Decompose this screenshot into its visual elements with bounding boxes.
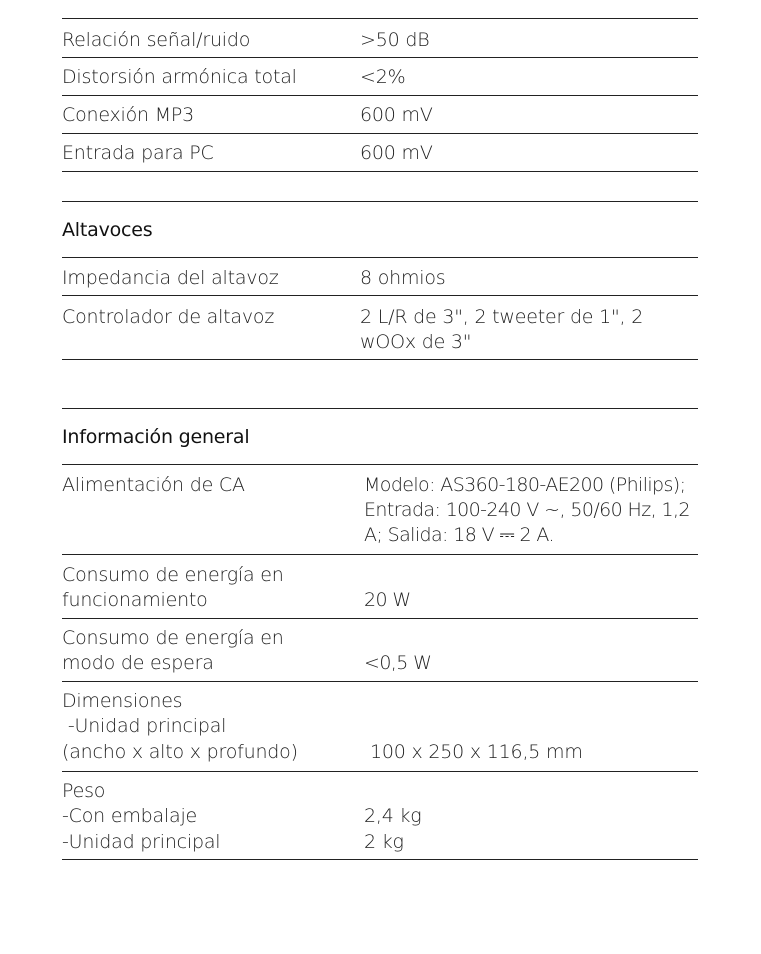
spec-value: <2% — [360, 66, 406, 88]
spec-label: Distorsión armónica total — [62, 66, 297, 88]
table-rule — [62, 771, 698, 772]
spec-label-line: Consumo de energía en — [62, 627, 284, 649]
table-rule — [62, 133, 698, 134]
spec-label-line: -Unidad principal — [62, 715, 227, 737]
spec-label-line: (ancho x alto x profundo) — [62, 741, 298, 763]
spec-label-line: -Con embalaje — [62, 805, 198, 827]
spec-value: <0,5 W — [364, 652, 432, 674]
spec-label-line: Peso — [62, 780, 106, 802]
spec-value-line: 2 kg — [364, 831, 404, 853]
table-rule — [62, 295, 698, 296]
spec-label: Impedancia del altavoz — [62, 267, 279, 289]
section-title-general: Información general — [62, 426, 250, 448]
spec-value: 8 ohmios — [360, 267, 446, 289]
table-rule — [62, 554, 698, 555]
section-rule — [62, 201, 698, 202]
spec-label-line: modo de espera — [62, 652, 214, 674]
spec-label: Conexión MP3 — [62, 104, 195, 126]
table-rule — [62, 359, 698, 360]
table-rule — [62, 95, 698, 96]
table-rule — [62, 57, 698, 58]
spec-label-line: Consumo de energía en — [62, 564, 284, 586]
section-rule — [62, 408, 698, 409]
spec-value: 600 mV — [360, 142, 433, 164]
spec-value: >50 dB — [360, 29, 430, 51]
table-rule — [62, 257, 698, 258]
spec-value: 100 x 250 x 116,5 mm — [370, 741, 583, 763]
spec-label-line: -Unidad principal — [62, 831, 221, 853]
spec-value-line: A; Salida: 18 V ⎓ 2 A. — [364, 524, 554, 546]
spec-value: 600 mV — [360, 104, 433, 126]
section-title-speakers: Altavoces — [62, 219, 153, 241]
spec-label-line: funcionamiento — [62, 589, 208, 611]
spec-value-line: 2 L/R de 3", 2 tweeter de 1", 2 — [360, 306, 644, 328]
spec-label: Controlador de altavoz — [62, 306, 275, 328]
spec-label: Entrada para PC — [62, 142, 214, 164]
spec-value-line: Entrada: 100-240 V ~, 50/60 Hz, 1,2 — [364, 499, 690, 521]
spec-value-line: wOOx de 3" — [360, 331, 472, 353]
table-rule — [62, 681, 698, 682]
spec-value-line: Modelo: AS360-180-AE200 (Philips); — [364, 474, 686, 496]
table-rule — [62, 859, 698, 860]
table-rule — [62, 618, 698, 619]
spec-value: 20 W — [364, 589, 411, 611]
spec-label-line: Dimensiones — [62, 690, 183, 712]
spec-label: Alimentación de CA — [62, 474, 245, 496]
table-rule — [62, 18, 698, 19]
table-rule — [62, 171, 698, 172]
spec-label: Relación señal/ruido — [62, 29, 251, 51]
spec-value-line: 2,4 kg — [364, 805, 422, 827]
table-rule — [62, 464, 698, 465]
